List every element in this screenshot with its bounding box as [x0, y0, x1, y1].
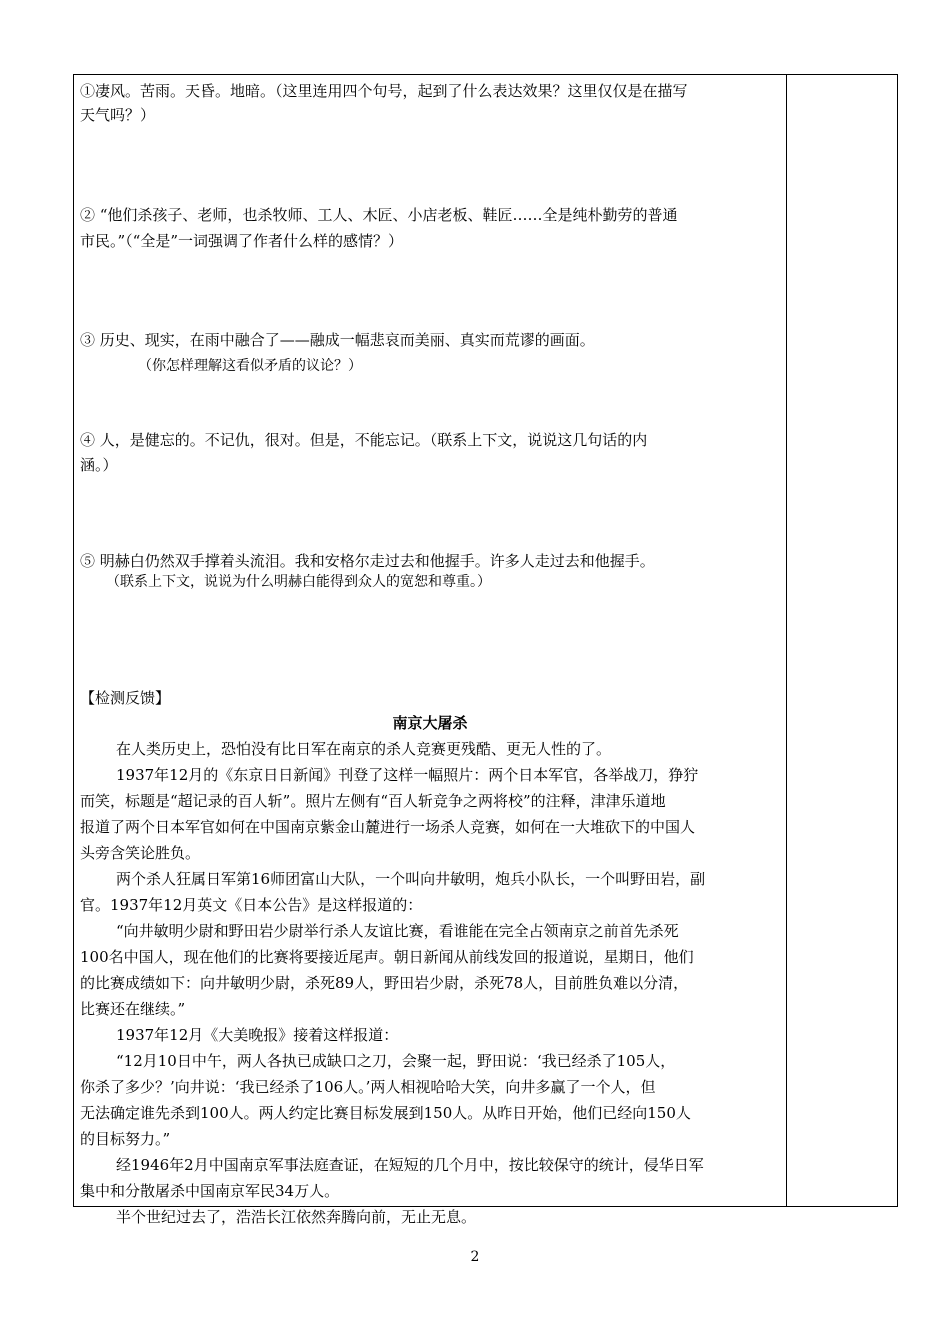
article-line: “12月10日中午，两人各执已成缺口之刀，会聚一起，野田说：‘我已经杀了105人， [116, 1052, 676, 1070]
question-4-line-2: 涵。） [80, 456, 118, 474]
page-number: 2 [470, 1249, 480, 1265]
article-line: 官。1937年12月英文《日本公告》是这样报道的： [80, 896, 423, 914]
question-3-line-1: ③ 历史、现实，在雨中融合了——融成一幅悲哀而美丽、真实而荒谬的画面。 [80, 331, 595, 349]
article-title: 南京大屠杀 [392, 714, 468, 732]
worksheet-table [73, 74, 898, 1226]
article-line: “向井敏明少尉和野田岩少尉举行杀人友谊比赛，看谁能在完全占领南京之前首先杀死 [116, 922, 679, 940]
question-1-line-2: 天气吗？） [80, 106, 156, 124]
question-5-line-2: （联系上下文，说说为什么明赫白能得到众人的宽恕和尊重。） [106, 574, 491, 590]
article-line: 两个杀人狂属日军第16师团富山大队，一个叫向井敏明，炮兵小队长，一个叫野田岩，副 [116, 870, 706, 888]
article-line: 报道了两个日本军官如何在中国南京紫金山麓进行一场杀人竞赛，如何在一大堆砍下的中国人 [80, 818, 696, 836]
question-2-line-1: ② “他们杀孩子、老师，也杀牧师、工人、木匠、小店老板、鞋匠……全是纯朴勤劳的普通 [80, 206, 678, 224]
article-line: 集中和分散屠杀中国南京军民34万人。 [80, 1182, 340, 1200]
main-cell [80, 75, 780, 1226]
article-line: 头旁含笑论胜负。 [80, 844, 201, 862]
article-line: 的比赛成绩如下：向井敏明少尉，杀死89人，野田岩少尉，杀死78人，目前胜负难以分清， [80, 974, 689, 992]
question-2-line-2: 市民。”（“全是”一词强调了作者什么样的感情？） [80, 232, 404, 250]
question-3-line-2: （你怎样理解这看似矛盾的议论？） [138, 358, 362, 374]
article-line: 在人类历史上，恐怕没有比日军在南京的杀人竞赛更残酷、更无人性的了。 [116, 740, 612, 758]
column-divider [786, 75, 787, 1206]
question-1-line-1: ①凄风。苦雨。天昏。地暗。（这里连用四个句号，起到了什么表达效果？这里仅仅是在描写 [80, 82, 688, 100]
article-line: 比赛还在继续。” [80, 1000, 186, 1018]
article-line: 的目标努力。” [80, 1130, 171, 1148]
feedback-section-label: 【检测反馈】 [80, 689, 171, 707]
article-line: 1937年12月的《东京日日新闻》刊登了这样一幅照片：两个日本军官，各举战刀，狰狞 [116, 766, 699, 784]
article-line: 100名中国人，现在他们的比赛将要接近尾声。朝日新闻从前线发回的报道说，星期日，他们 [80, 948, 694, 966]
article-line: 经1946年2月中国南京军事法庭查证，在短短的几个月中，按比较保守的统计，侵华日军 [116, 1156, 704, 1174]
question-5-line-1: ⑤ 明赫白仍然双手撑着头流泪。我和安格尔走过去和他握手。许多人走过去和他握手。 [80, 552, 655, 570]
article-line: 而笑，标题是“超记录的百人斩”。照片左侧有“百人斩竞争之两将校”的注释，津津乐道地 [80, 792, 666, 810]
question-4-line-1: ④ 人，是健忘的。不记仇，很对。但是，不能忘记。（联系上下文，说说这几句话的内 [80, 431, 648, 449]
article-line: 无法确定谁先杀到100人。两人约定比赛目标发展到150人。从昨日开始，他们已经向150人 [80, 1104, 691, 1122]
article-line: 1937年12月《大美晚报》接着这样报道： [116, 1026, 399, 1044]
article-line: 半个世纪过去了，浩浩长江依然奔腾向前，无止无息。 [116, 1208, 477, 1226]
article-line: 你杀了多少？’向井说：‘我已经杀了106人。’两人相视哈哈大笑，向井多赢了一个人，但 [80, 1078, 656, 1096]
